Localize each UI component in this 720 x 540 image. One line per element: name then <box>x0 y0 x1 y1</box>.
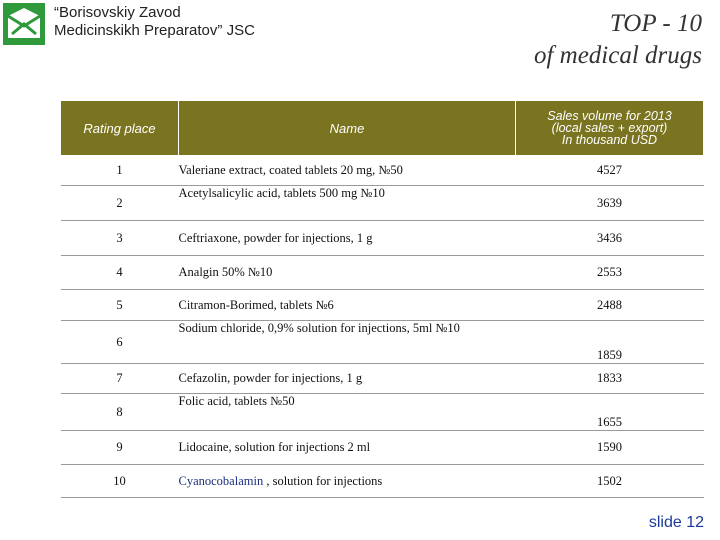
table-row <box>61 186 704 221</box>
drug-name-rest: , solution for injections <box>263 473 383 488</box>
rank-cell: 9 <box>61 431 179 465</box>
table-row <box>61 290 704 321</box>
table-row <box>61 256 704 290</box>
page-title-line1: TOP - 10 <box>609 10 702 37</box>
rank-cell: 1 <box>61 156 179 186</box>
rank-cell: 3 <box>61 221 179 256</box>
table-row <box>61 431 704 465</box>
col-header-sales-line1: Sales volume for 2013 <box>547 109 672 123</box>
drugs-table <box>60 100 704 498</box>
sales-cell: 2553 <box>516 256 704 290</box>
drug-name-cell: Ceftriaxone, powder for injections, 1 g <box>179 221 516 256</box>
drug-name-cell: Citramon-Borimed, tablets №6 <box>179 290 516 321</box>
rank-cell: 5 <box>61 290 179 321</box>
rank-cell: 10 <box>61 465 179 498</box>
sales-cell: 3436 <box>516 221 704 256</box>
sales-cell: 2488 <box>516 290 704 321</box>
page-title-line2: of medical drugs <box>533 42 702 69</box>
drug-name-cell: Sodium chloride, 0,9% solution for injections, 5ml №10 <box>179 321 516 364</box>
table-row <box>61 465 704 498</box>
col-header-sales <box>516 101 704 156</box>
drug-name-cell: Acetylsalicylic acid, tablets 500 mg №10 <box>179 186 516 221</box>
sales-cell: 1655 <box>516 394 704 431</box>
col-header-sales-line2: (local sales + export) <box>551 121 668 135</box>
table-row <box>61 364 704 394</box>
drug-name-cell: Cefazolin, powder for injections, 1 g <box>179 364 516 394</box>
drug-name-cell: Lidocaine, solution for injections 2 ml <box>179 431 516 465</box>
sales-cell: 4527 <box>516 156 704 186</box>
company-name <box>54 4 255 40</box>
drug-name-cell: Valeriane extract, coated tablets 20 mg, №50 <box>179 156 516 186</box>
table-header-row <box>61 101 704 156</box>
company-name-line2: Medicinskikh Preparatov” JSC <box>54 22 255 39</box>
table-row <box>61 221 704 256</box>
sales-cell: 1833 <box>516 364 704 394</box>
rank-cell: 2 <box>61 186 179 221</box>
col-header-rating-place: Rating place <box>61 101 179 156</box>
sales-cell: 1502 <box>516 465 704 498</box>
table-row <box>61 394 704 431</box>
rank-cell: 4 <box>61 256 179 290</box>
slide-number: slide 12 <box>648 514 704 531</box>
rank-cell: 7 <box>61 364 179 394</box>
drug-name-cell: Folic acid, tablets №50 <box>179 394 516 431</box>
company-name-line1: “Borisovskiy Zavod <box>54 4 181 21</box>
table-row <box>61 321 704 364</box>
drug-name-cell: Analgin 50% №10 <box>179 256 516 290</box>
drug-name-cell <box>179 465 516 498</box>
rank-cell: 8 <box>61 394 179 431</box>
col-header-sales-line3: In thousand USD <box>561 133 658 147</box>
page-title <box>534 8 702 72</box>
sales-cell: 1590 <box>516 431 704 465</box>
company-logo-icon <box>2 2 46 46</box>
col-header-name: Name <box>179 101 516 156</box>
sales-cell: 3639 <box>516 186 704 221</box>
drug-name-highlight: Cyanocobalamin <box>178 473 264 488</box>
rank-cell: 6 <box>61 321 179 364</box>
table-row <box>61 156 704 186</box>
sales-cell: 1859 <box>516 321 704 364</box>
